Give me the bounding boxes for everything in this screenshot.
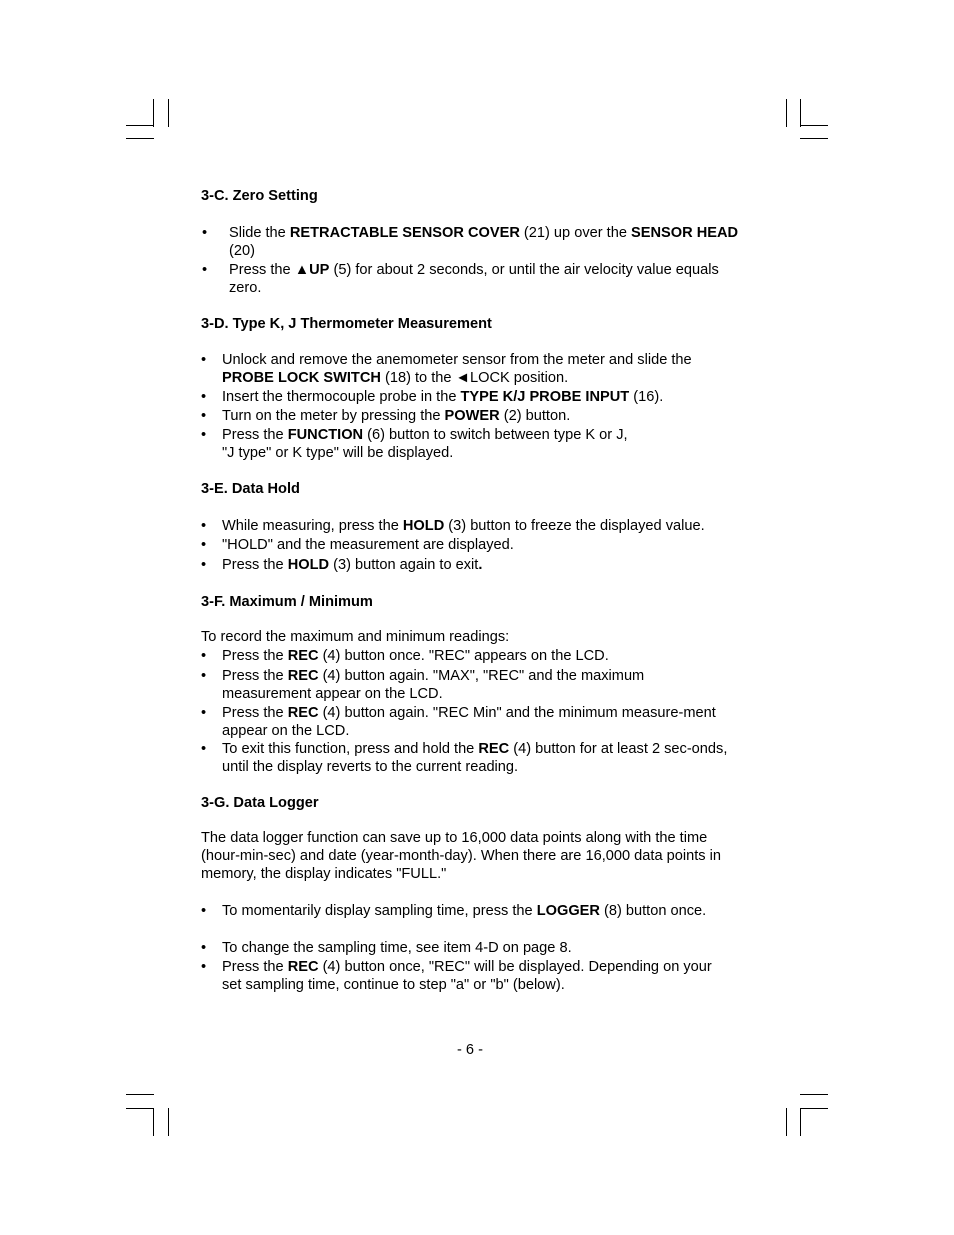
crop-mark — [126, 138, 154, 139]
bullet: • — [201, 741, 207, 757]
crop-mark — [800, 99, 801, 127]
page-number: - 6 - — [457, 1042, 483, 1058]
list-item: • Press the REC (4) button once. "REC" appears on the LCD. — [201, 648, 609, 664]
intro-text: To record the maximum and minimum readings: — [201, 629, 510, 645]
section-heading-max-min: 3-F. Maximum / Minimum — [201, 594, 373, 610]
crop-mark — [126, 1108, 154, 1109]
list-item: • Press the REC (4) button again. "MAX", "REC" and the maximum measurement appear on the LCD. — [201, 668, 645, 702]
bullet: • — [201, 557, 207, 573]
bullet: • — [201, 408, 207, 424]
list-item: • Press the REC (4) button once, "REC" will be displayed. Depending on your set sampling time, continue to step "a" or "b" (below). — [201, 959, 712, 993]
bullet: • — [201, 427, 207, 443]
list-item: • Slide the RETRACTABLE SENSOR COVER (21) up over the SENSOR HEAD (20) — [202, 225, 739, 259]
section-heading-data-logger: 3-G. Data Logger — [201, 795, 319, 811]
bullet: • — [201, 903, 207, 919]
list-item: • Press the ▲UP (5) for about 2 seconds, or until the air velocity value equals zero. — [202, 262, 719, 296]
bullet: • — [201, 389, 207, 405]
crop-mark — [153, 1108, 154, 1136]
list-item: • Turn on the meter by pressing the POWER (2) button. — [201, 408, 571, 424]
crop-mark — [786, 1108, 787, 1136]
crop-mark — [168, 1108, 169, 1136]
crop-mark — [800, 1108, 828, 1109]
list-item: • Insert the thermocouple probe in the TYPE K/J PROBE INPUT (16). — [201, 389, 664, 405]
list-item: • Unlock and remove the anemometer sensor from the meter and slide the PROBE LOCK SWITCH (18) to the ◄LOCK position. — [201, 352, 692, 386]
bullet: • — [201, 705, 207, 721]
crop-mark — [800, 138, 828, 139]
crop-mark — [786, 99, 787, 127]
bullet: • — [201, 959, 207, 975]
list-item: • Press the REC (4) button again. "REC Min" and the minimum measure-ment appear on the LCD. — [201, 705, 716, 739]
crop-mark — [168, 99, 169, 127]
crop-mark — [800, 125, 828, 126]
crop-mark — [800, 1094, 828, 1095]
crop-mark — [153, 99, 154, 127]
list-item: • While measuring, press the HOLD (3) button to freeze the displayed value. — [201, 518, 705, 534]
crop-mark — [126, 125, 154, 126]
bullet: • — [202, 262, 208, 278]
list-item: • To exit this function, press and hold the REC (4) button for at least 2 sec-onds, until the display reverts to the current reading. — [201, 741, 728, 775]
bullet: • — [201, 668, 207, 684]
bullet: • — [201, 648, 207, 664]
bullet: • — [201, 518, 207, 534]
section-heading-zero-setting: 3-C. Zero Setting — [201, 188, 318, 204]
section-heading-thermometer: 3-D. Type K, J Thermometer Measurement — [201, 316, 492, 332]
crop-mark — [800, 1108, 801, 1136]
bullet: • — [201, 940, 207, 956]
list-item: • To change the sampling time, see item 4-D on page 8. — [201, 940, 572, 956]
list-item: • Press the FUNCTION (6) button to switch between type K or J, "J type" or K type" will be displayed. — [201, 427, 628, 461]
bullet: • — [201, 537, 207, 553]
list-item: • "HOLD" and the measurement are displayed. — [201, 537, 514, 553]
list-item: • Press the HOLD (3) button again to exit. — [201, 557, 483, 573]
bullet: • — [202, 225, 208, 241]
list-item: • To momentarily display sampling time, press the LOGGER (8) button once. — [201, 903, 707, 919]
bullet: • — [201, 352, 207, 368]
section-heading-data-hold: 3-E. Data Hold — [201, 481, 300, 497]
logger-paragraph: The data logger function can save up to 16,000 data points along with the time (hour-min-sec) and date (year-month-day). When there are 16,000 data points in memory, the display indicates "FULL." — [201, 830, 721, 882]
crop-mark — [126, 1094, 154, 1095]
